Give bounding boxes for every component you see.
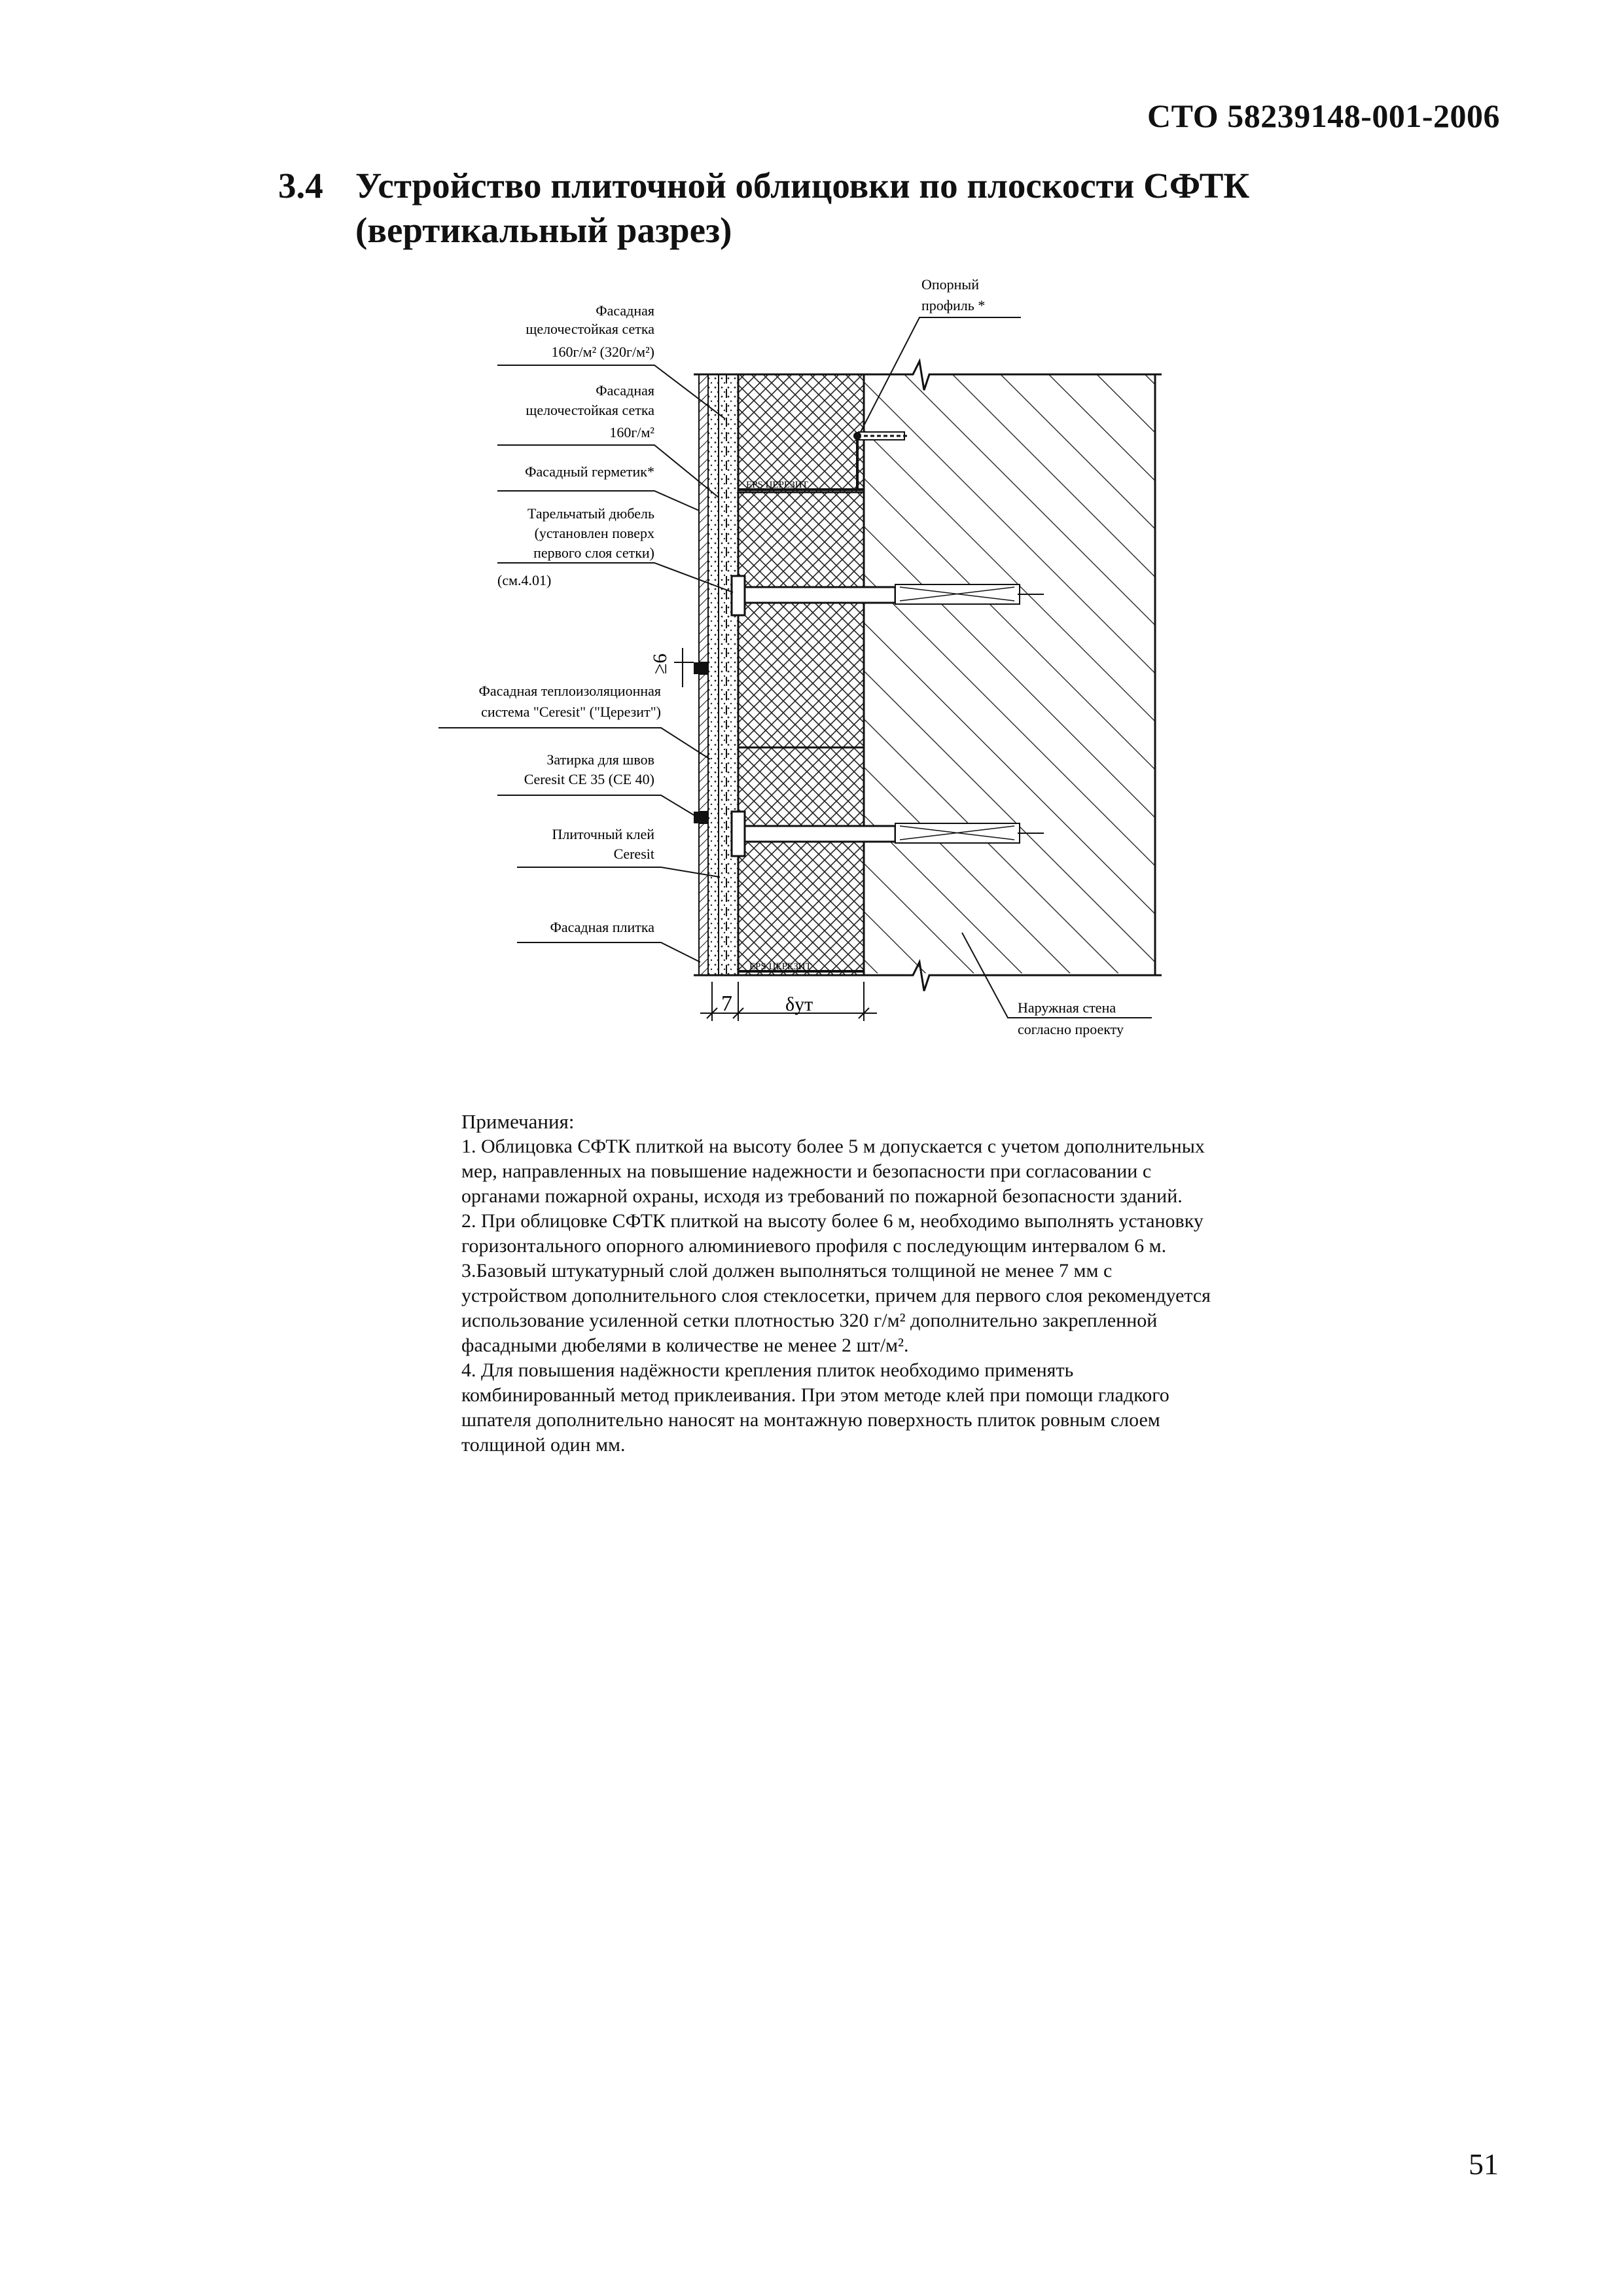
section-number: 3.4 (278, 166, 323, 206)
dim-render-thickness: 7 (721, 992, 732, 1016)
label-dowel-ref: (см.4.01) (497, 572, 552, 588)
label-mesh-160-line2: щелочестойкая сетка (526, 402, 654, 418)
vertical-section-drawing (0, 0, 1623, 1113)
label-dowel-line3: первого слоя сетки) (533, 545, 654, 561)
facade-tiles (694, 374, 708, 975)
label-sealant: Фасадный герметик* (525, 463, 654, 480)
label-dowel-line2: (установлен поверх (534, 525, 654, 541)
note-line: горизонтального опорного алюминиевого профиля с последующим интервалом 6 м. (461, 1235, 1167, 1257)
note-line: органами пожарной охраны, исходя из требований по пожарной безопасности зданий. (461, 1185, 1183, 1207)
dim-gap: ≥6 (649, 653, 671, 674)
label-grout-line2: Ceresit CE 35 (CE 40) (524, 771, 654, 787)
dim-insulation-thickness: δут (785, 994, 813, 1015)
notes-heading: Примечания: (461, 1110, 575, 1133)
note-line: 1. Облицовка СФТК плиткой на высоту более 5 м допускается с учетом дополнительных (461, 1136, 1205, 1157)
label-wall-line1: Наружная стена (1018, 999, 1116, 1016)
profile-tag-bottom: ЕPS ЦЕРЕЗИТ (749, 961, 812, 972)
render-layers (708, 374, 738, 975)
external-wall (864, 374, 1155, 975)
insulation-boards (738, 374, 864, 975)
notes-block (461, 1109, 1312, 1458)
note-line: толщиной один мм. (461, 1434, 626, 1456)
label-support-line2: профиль * (921, 297, 986, 314)
note-line: шпателя дополнительно наносят на монтажную поверхность плиток ровным слоем (461, 1409, 1160, 1431)
note-line: 3.Базовый штукатурный слой должен выполняться толщиной не менее 7 мм с (461, 1260, 1113, 1282)
section-title-line1: Устройство плиточной облицовки по плоскости СФТК (355, 166, 1250, 206)
note-line: устройством дополнительного слоя стеклосетки, причем для первого слоя рекомендуется (461, 1285, 1211, 1306)
profile-tag-top: ЕPS ЦЕРЕЗИТ (746, 480, 808, 490)
label-grout-line1: Затирка для швов (546, 751, 654, 768)
label-mesh-320-line1: Фасадная (596, 302, 654, 319)
section-title-line2: (вертикальный разрез) (355, 210, 732, 250)
page-number: 51 (1469, 2147, 1499, 2181)
label-mesh-320-line3: 160г/м² (320г/м²) (551, 344, 654, 360)
note-line: использование усиленной сетки плотностью 320 г/м² дополнительно закрепленной (461, 1310, 1158, 1331)
label-adhesive-line1: Плиточный клей (552, 826, 654, 842)
label-mesh-320-line2: щелочестойкая сетка (526, 321, 654, 337)
label-dowel-line1: Тарельчатый дюбель (527, 505, 654, 522)
support-profile-anchor (853, 432, 910, 440)
label-etics-line2: система "Ceresit" ("Церезит") (481, 704, 661, 720)
note-line: 2. При облицовке СФТК плиткой на высоту более 6 м, необходимо выполнять установку (461, 1210, 1204, 1232)
note-line: фасадными дюбелями в количестве не менее 2 шт/м². (461, 1335, 909, 1356)
label-mesh-160-line1: Фасадная (596, 382, 654, 399)
label-tile: Фасадная плитка (550, 919, 654, 935)
label-mesh-160-line3: 160г/м² (609, 424, 654, 440)
note-line: 4. Для повышения надёжности крепления плиток необходимо применять (461, 1359, 1074, 1381)
drawing-labels (478, 302, 661, 935)
label-adhesive-line2: Ceresit (613, 846, 654, 862)
label-wall-line2: согласно проекту (1018, 1021, 1124, 1037)
document-code: СТО 58239148-001-2006 (1147, 98, 1500, 134)
note-line: мер, направленных на повышение надежности и безопасности при согласовании с (461, 1160, 1152, 1182)
label-support-line1: Опорный (921, 276, 979, 293)
label-etics-line1: Фасадная теплоизоляционная (478, 683, 661, 699)
note-line: комбинированный метод приклеивания. При этом методе клей при помощи гладкого (461, 1384, 1169, 1406)
